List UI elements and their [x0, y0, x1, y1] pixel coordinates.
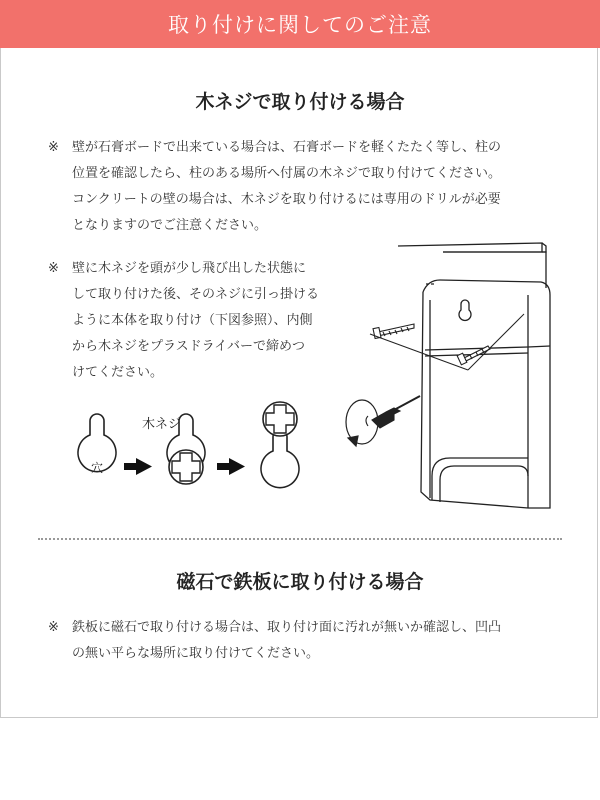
note-line: 鉄板に磁石で取り付ける場合は、取り付け面に汚れが無いか確認し、凹凸: [72, 620, 502, 635]
note-mark: ※: [48, 261, 59, 276]
rotate-arrow-icon: [346, 400, 378, 446]
note-line: 壁が石膏ボードで出来ている場合は、石膏ボードを軽くたたく等し、柱の: [72, 140, 502, 155]
note-line: して取り付けた後、そのネジに引っ掛ける: [72, 287, 320, 302]
note-text: [72, 135, 501, 239]
note-mounting-steps: [48, 256, 358, 390]
keyhole-shape: [261, 430, 299, 488]
hole-label: 穴: [90, 461, 104, 475]
screw-label: 木ネジ: [142, 417, 182, 432]
note-line: コンクリートの壁の場合は、木ネジを取り付けるには専用のドリルが必要: [72, 192, 501, 207]
note-line: ように本体を取り付け（下図参照）、内側: [72, 313, 313, 328]
note-line: から木ネジをプラスドライバーで締めつ: [72, 339, 305, 354]
note-plasterboard: [48, 135, 568, 241]
note-magnet: [48, 615, 568, 669]
note-text: [72, 615, 501, 667]
mounting-illustration: [328, 240, 568, 520]
screw-head-icon: [263, 402, 297, 436]
header-bar: [0, 0, 600, 48]
note-line: となりますのでご注意ください。: [72, 218, 268, 233]
arrow-icon: [124, 458, 152, 475]
note-mark: ※: [48, 620, 59, 635]
note-line: 位置を確認したら、柱のある場所へ付属の木ネジで取り付けてください。: [72, 166, 502, 181]
header-title: 取り付けに関してのご注意: [168, 13, 432, 37]
screw-icon: [373, 324, 414, 339]
note-line: の無い平らな場所に取り付けてください。: [72, 646, 320, 661]
note-line: 壁に木ネジを頭が少し飛び出した状態に: [72, 261, 307, 276]
screwdriver-icon: [366, 396, 420, 428]
note-mark: ※: [48, 140, 59, 155]
leader-lines: [370, 314, 524, 370]
note-text: [72, 256, 319, 386]
arrow-icon: [217, 458, 245, 475]
product-body: [398, 243, 550, 508]
section-title-wood-screw: 木ネジで取り付ける場合: [195, 91, 405, 113]
section-divider: [38, 538, 562, 540]
keyhole-steps-diagram: [60, 395, 320, 505]
note-line: けてください。: [72, 365, 164, 380]
section-title-magnet: 磁石で鉄板に取り付ける場合: [176, 571, 424, 593]
screw-head-icon: [169, 450, 203, 484]
